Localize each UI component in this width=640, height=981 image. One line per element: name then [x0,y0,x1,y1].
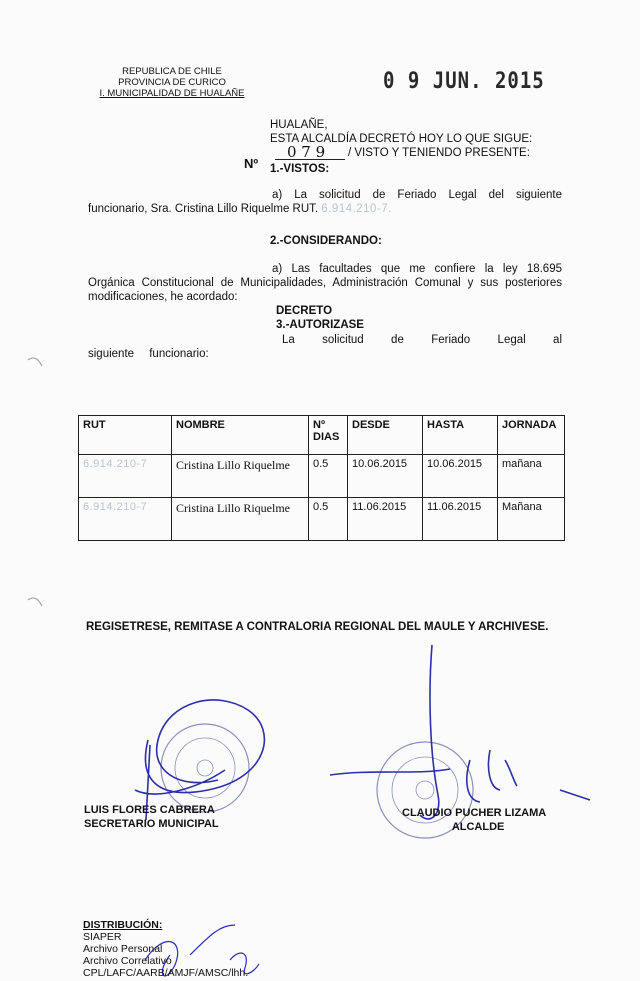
considerando-heading: 2.-CONSIDERANDO: [270,235,382,247]
closing-line: REGISETRESE, REMITASE A CONTRALORIA REGIONAL DEL MAULE Y ARCHIVESE. [86,621,549,633]
right-signatory-name: CLAUDIO PUCHER LIZAMA [402,807,547,819]
punch-mark-icon [28,358,42,366]
left-seal-icon [161,724,249,812]
left-signatory [84,803,219,831]
cell-nombre: Cristina Lillo Riquelme [172,498,309,541]
considerando-paragraph: a) Las facultades que me confiere la ley 18.695 Orgánica Constitucional de Municipalidades, Administración Comunal y sus posteriores modificaciones, he acordado: [88,263,562,303]
decreto-heading: DECRETO [276,305,333,317]
right-signatory [402,806,546,834]
cell-hasta: 11.06.2015 [423,498,498,541]
cell-jornada: Mañana [498,498,565,541]
distribution-item: CPL/LAFC/AARB/AMJF/AMSC/lhh. [83,967,249,979]
right-signatory-title: ALCALDE [451,821,505,833]
decree-number: 0 7 9 [287,143,326,161]
punch-mark-icon [28,598,42,606]
right-signature-icon [330,645,590,819]
distribution-title: DISTRIBUCIÓN: [83,919,163,931]
cell-desde: 11.06.2015 [348,498,423,541]
decreto-paragraph: La solicitud de Feriado Legal al siguiente funcionario: [88,334,562,360]
col-desde: DESDE [348,416,423,455]
vistos-heading: 1.-VISTOS: [270,163,330,175]
left-signatory-title: SECRETARIO MUNICIPAL [84,818,219,830]
decree-number-prefix: Nº [244,156,259,171]
left-signature-icon [135,700,264,820]
col-jornada: JORNADA [498,416,565,455]
decree-intro-line: ESTA ALCALDÍA DECRETÓ HOY LO QUE SIGUE: [270,133,533,145]
cell-hasta: 10.06.2015 [423,455,498,498]
letterhead-province: PROVINCIA DE CURICO [118,77,226,88]
col-dias: Nº DIAS [309,416,348,455]
distribution-list [83,919,248,979]
vistos-text: a) La solicitud de Feriado Legal del siguiente funcionario, Sra. Cristina Lillo Riquelme RUT. [88,189,562,215]
cell-desde: 10.06.2015 [348,455,423,498]
cell-rut: 6.914.210-7 [79,455,172,498]
autorizase-heading: 3.-AUTORIZASE [276,319,364,331]
distribution-item: Archivo Personal [83,943,163,955]
distribution-item: SIAPER [83,931,122,943]
col-hasta: HASTA [423,416,498,455]
cell-dias: 0.5 [309,498,348,541]
city-line: HUALAÑE, [270,119,328,131]
letterhead-country: REPUBLICA DE CHILE [122,66,222,77]
visto-line: / VISTO Y TENIENDO PRESENTE: [348,147,530,159]
vistos-rut: 6.914.210-7. [321,203,392,215]
cell-nombre: Cristina Lillo Riquelme [172,455,309,498]
left-signatory-name: LUIS FLORES CABRERA [84,804,215,816]
distribution-item: Archivo Correlativo [83,955,172,967]
col-nombre: NOMBRE [172,416,309,455]
letterhead-municipality: I. MUNICIPALIDAD DE HUALAÑE [99,88,245,99]
cell-jornada: mañana [498,455,565,498]
cell-dias: 0.5 [309,455,348,498]
col-rut: RUT [79,416,172,455]
date-stamp: 0 9 JUN. 2015 [383,68,545,94]
cell-rut: 6.914.210-7 [79,498,172,541]
